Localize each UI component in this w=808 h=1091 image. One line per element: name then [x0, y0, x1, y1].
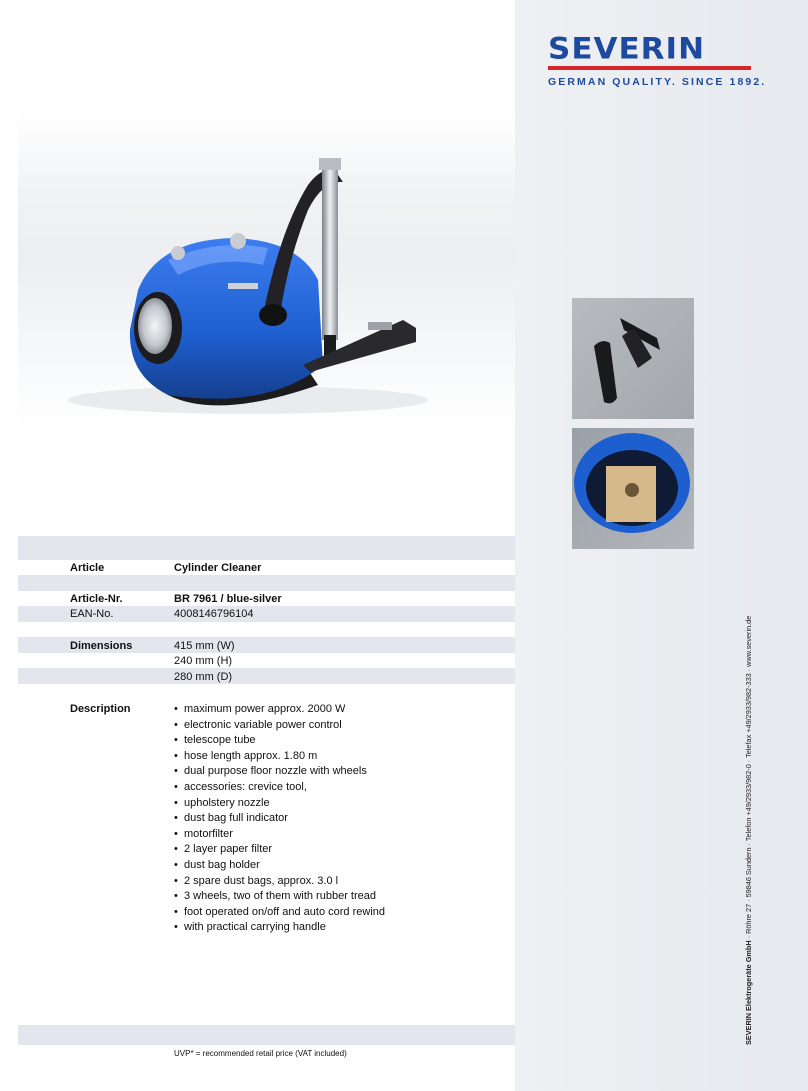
article-value: Cylinder Cleaner [174, 562, 262, 574]
dimensions-label: Dimensions [70, 640, 133, 652]
logo-wordmark: SEVERIN [548, 31, 706, 67]
article-nr-label: Article-Nr. [70, 593, 123, 605]
logo-tagline: GERMAN QUALITY. SINCE 1892. [548, 76, 767, 88]
hero-product-image [18, 110, 515, 535]
description-label: Description [70, 703, 131, 715]
list-item: • dual purpose floor nozzle with wheels [174, 764, 385, 780]
list-item: • 2 layer paper filter [174, 842, 385, 858]
accessories-thumbnail [572, 298, 694, 419]
article-label: Article [70, 562, 105, 574]
logo-red-bar [548, 66, 751, 70]
dimension-width: 415 mm (W) [174, 640, 235, 652]
table-footer-band [18, 1025, 515, 1045]
company-details: · Röhre 27 · 59846 Sundern · Telefon +49/2933/982-0 · Telefax +49/2933/982-333 · www.severin.de [744, 615, 753, 941]
severin-logo [548, 31, 767, 88]
list-item: • maximum power approx. 2000 W [174, 702, 385, 718]
table-header-band [18, 536, 515, 560]
list-item: • telescope tube [174, 733, 385, 749]
table-band [18, 575, 515, 591]
crevice-tool-icon [572, 298, 694, 419]
ean-value: 4008146796104 [174, 608, 254, 620]
article-nr-value: BR 7961 / blue-silver [174, 593, 282, 605]
list-item: • dust bag full indicator [174, 811, 385, 827]
list-item: • foot operated on/off and auto cord rewind [174, 905, 385, 921]
table-band [18, 668, 515, 684]
price-footnote: UVP* = recommended retail price (VAT included) [174, 1049, 347, 1058]
list-item: • 2 spare dust bags, approx. 3.0 l [174, 874, 385, 890]
list-item: • dust bag holder [174, 858, 385, 874]
list-item: • motorfilter [174, 827, 385, 843]
list-item: • hose length approx. 1.80 m [174, 749, 385, 765]
vacuum-cleaner-illustration [18, 110, 515, 535]
dimension-height: 240 mm (H) [174, 655, 233, 667]
dimension-depth: 280 mm (D) [174, 671, 233, 683]
list-item: • accessories: crevice tool, [174, 780, 385, 796]
dust-bag-thumbnail [572, 428, 694, 549]
company-contact-line [744, 616, 753, 1045]
dust-bag-compartment-icon [572, 428, 694, 549]
description-list [174, 702, 385, 936]
list-item: • 3 wheels, two of them with rubber tread [174, 889, 385, 905]
list-item: • electronic variable power control [174, 718, 385, 734]
list-item: • upholstery nozzle [174, 796, 385, 812]
list-item: • with practical carrying handle [174, 920, 385, 936]
company-name: SEVERIN Elektrogeräte GmbH [744, 940, 753, 1045]
ean-label: EAN-No. [70, 608, 114, 620]
